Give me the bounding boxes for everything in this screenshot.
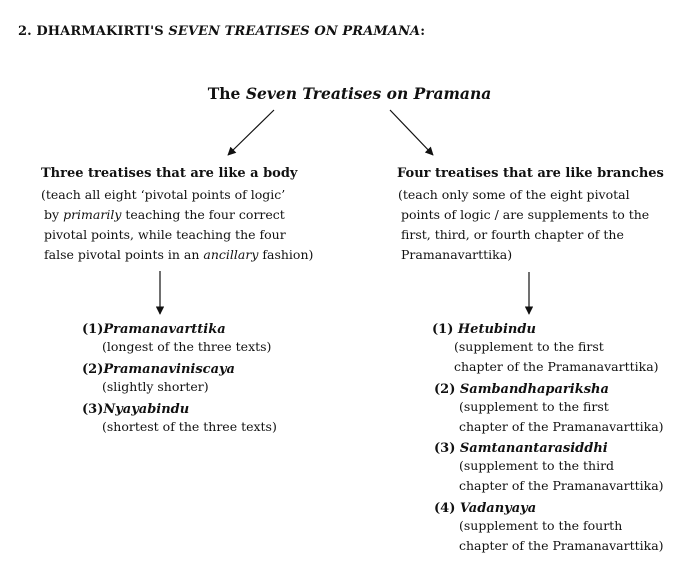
item-note: (supplement to the fourth [459,518,623,533]
left-desc-line: pivotal points, while teaching the four [44,227,286,242]
item-note: (supplement to the first [454,339,604,354]
item-note: chapter of the Pramanavarttika) [459,478,664,493]
left-item [82,402,277,437]
left-item [82,322,271,357]
item-note: (longest of the three texts) [102,339,272,354]
right-desc-line: (teach only some of the eight pivotal [398,187,630,202]
left-desc-line: false pivotal points in an ancillary fashion) [44,247,314,262]
arrow-title-to-left [228,110,274,155]
left-desc-line: by primarily teaching the four correct [44,207,285,222]
right-desc-line: first, third, or fourth chapter of the [401,227,624,242]
item-title: (1) Hetubindu [432,322,536,337]
item-note: (slightly shorter) [102,379,209,394]
item-title: (1)Pramanavarttika [82,322,226,337]
right-column-heading: Four treatises that are like branches [397,166,664,181]
section-heading-text: DHARMAKIRTI'S [36,24,164,39]
diagram-title-italic: Seven Treatises on Pramana [245,84,492,103]
item-title: (2)Pramanaviniscaya [82,362,235,377]
left-desc-line: (teach all eight ‘pivotal points of logic’ [41,187,286,202]
left-column-heading: Three treatises that are like a body [41,166,298,181]
right-column-description [398,185,649,265]
right-item [434,382,664,437]
right-desc-line: points of logic / are supplements to the [401,207,650,222]
item-title: (3)Nyayabindu [82,402,190,417]
section-number: 2. [18,24,32,39]
item-note: chapter of the Pramanavarttika) [459,538,664,553]
item-note: chapter of the Pramanavarttika) [459,419,664,434]
right-item [432,322,659,377]
arrow-title-to-right [390,110,433,155]
right-item [434,441,664,496]
item-title: (3) Samtanantarasiddhi [434,441,608,456]
item-note: chapter of the Pramanavarttika) [454,359,659,374]
item-title: (4) Vadanyaya [434,501,537,516]
left-item [82,362,235,397]
item-note: (supplement to the first [459,399,609,414]
left-column-description [41,185,313,265]
section-heading-italic: SEVEN TREATISES ON PRAMANA [168,24,421,39]
diagram-title-prefix: The [207,84,241,103]
right-item [434,501,664,556]
item-note: (supplement to the third [459,458,615,473]
right-desc-line: Pramanavarttika) [401,247,513,262]
item-note: (shortest of the three texts) [102,419,277,434]
section-heading-colon: : [420,24,426,39]
item-title: (2) Sambandhapariksha [434,382,609,397]
